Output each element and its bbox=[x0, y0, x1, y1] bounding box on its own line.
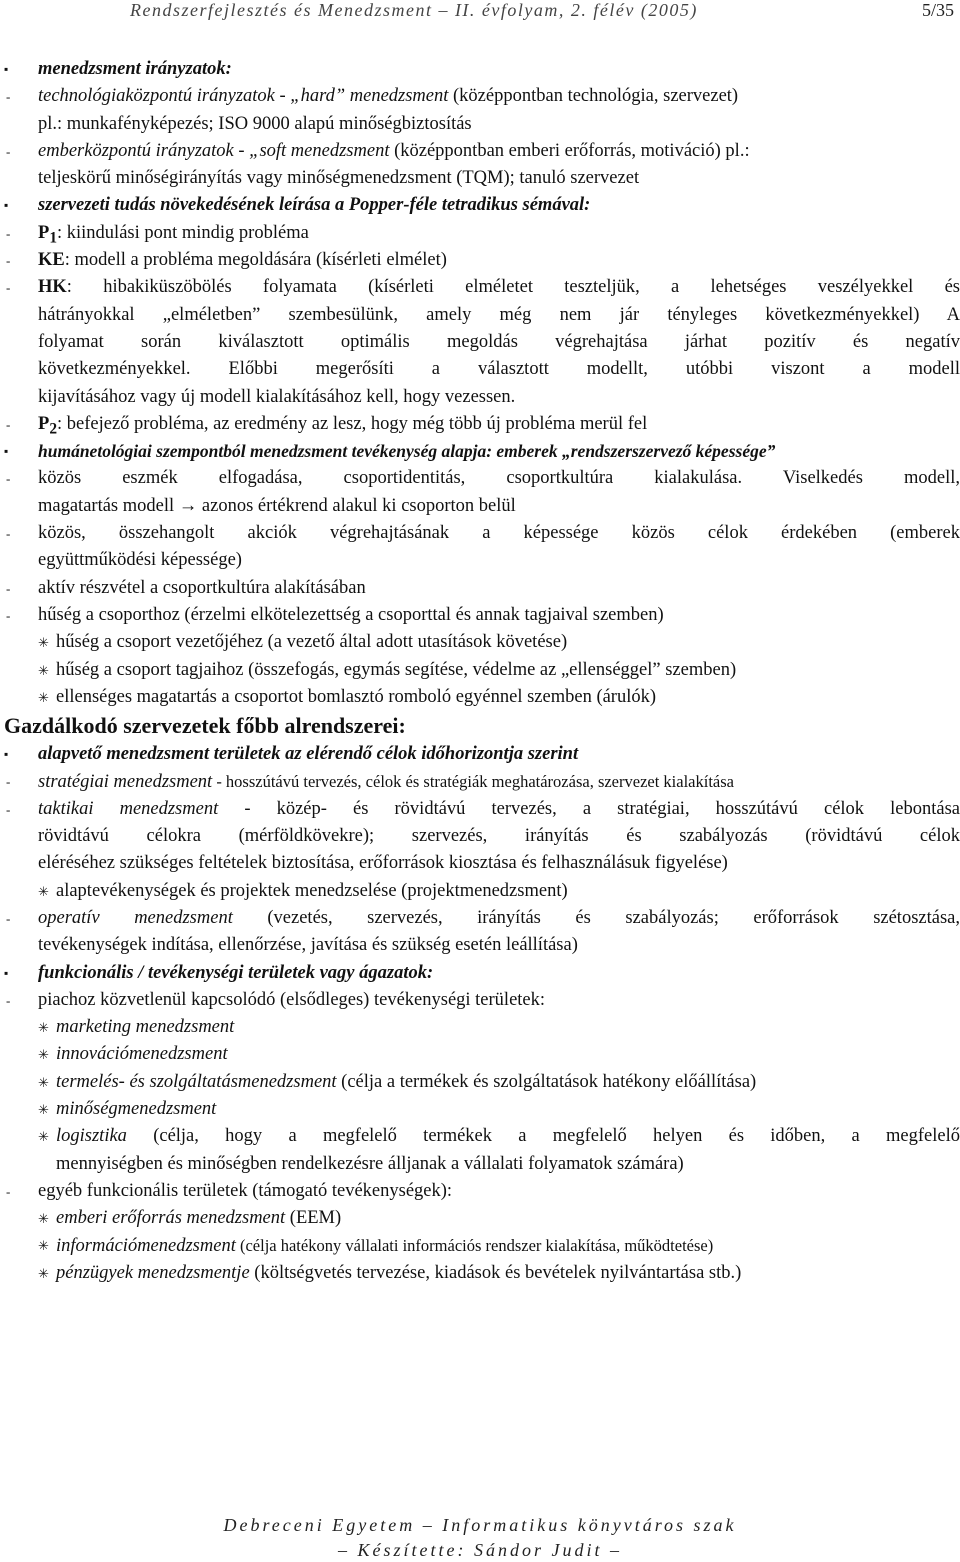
dash-bullet-icon: - bbox=[6, 225, 11, 241]
dash-bullet-icon: - bbox=[6, 580, 11, 596]
asterisk-bullet-icon: ✳ bbox=[38, 1211, 49, 1227]
dash-bullet-icon: - bbox=[6, 89, 11, 105]
asterisk-bullet-icon: ✳ bbox=[38, 1129, 49, 1145]
footer-line-2: – Készítette: Sándor Judit – bbox=[338, 1540, 622, 1560]
dash-item: - piachoz közvetlenül kapcsolódó (elsődleges) tevékenységi területek: bbox=[0, 987, 960, 1014]
star-item: ✳ termelés- és szolgáltatásmenedzsment (célja a termékek és szolgáltatások hatékony előállítása) bbox=[0, 1069, 960, 1096]
star-item: ✳ emberi erőforrás menedzsment (EEM) bbox=[0, 1205, 960, 1232]
dash-bullet-icon: - bbox=[6, 416, 11, 432]
dash-item: - taktikai menedzsment - közép- és rövidtávú tervezés, a stratégiai, hosszútávú célok lebontása bbox=[0, 796, 960, 823]
bullet-item: ▪ humánetológiai szempontból menedzsment tevékenység alapja: emberek „rendszerszervező képessége” bbox=[0, 438, 960, 465]
continuation-line: tevékenységek indítása, ellenőrzése, javítása és szükség esetén leállítása) bbox=[38, 935, 578, 956]
header-title: Rendszerfejlesztés és Menedzsment – II. évfolyam, 2. félév (2005) bbox=[130, 0, 698, 20]
square-bullet-icon: ▪ bbox=[4, 198, 9, 213]
star-item: ✳ marketing menedzsment bbox=[0, 1014, 960, 1041]
dash-item: - technológiaközpontú irányzatok - „hard” menedzsment (középpontban technológia, szervezet) bbox=[0, 83, 960, 110]
dash-item: - közös eszmék elfogadása, csoportidentitás, csoportkultúra kialakulása. Viselkedés modell, bbox=[0, 465, 960, 492]
continuation-line: magatartás modell → azonos értékrend alakul ki csoporton belül bbox=[38, 495, 516, 516]
dash-bullet-icon: - bbox=[6, 1183, 11, 1199]
dash-item: - $P_1$: kiindulási pont mindig probléma bbox=[0, 220, 960, 247]
dash-item: - hűség a csoporthoz (érzelmi elkötelezettség a csoporttal és annak tagjaival szemben) bbox=[0, 602, 960, 629]
dash-item: - emberközpontú irányzatok - „soft menedzsment (középpontban emberi erőforrás, motiváció) pl.: bbox=[0, 138, 960, 165]
star-item: ✳ hűség a csoport tagjaihoz (összefogás, egymás segítése, védelme az „ellenséggel” szemben) bbox=[0, 657, 960, 684]
star-item: ✳ innovációmenedzsment bbox=[0, 1041, 960, 1068]
asterisk-bullet-icon: ✳ bbox=[38, 883, 49, 899]
bullet-item: ▪ menedzsment irányzatok: bbox=[0, 56, 960, 83]
dash-bullet-icon: - bbox=[6, 992, 11, 1008]
continuation-line: teljeskörű minőségirányítás vagy minőségmenedzsment (TQM); tanuló szervezet bbox=[38, 168, 640, 189]
continuation-line: rövidtávú célokra (mérföldkövekre); szervezés, irányítás és szabályozás (rövidtávú célok bbox=[38, 826, 960, 847]
page-header bbox=[130, 0, 960, 26]
dash-item: - KE: modell a probléma megoldására (kísérleti elmélet) bbox=[0, 247, 960, 274]
star-item: ✳ logisztika (célja, hogy a megfelelő termékek a megfelelő helyen és időben, a megfelelő bbox=[0, 1123, 960, 1150]
dash-bullet-icon: - bbox=[6, 280, 11, 296]
dash-item: - $P_2$: befejező probléma, az eredmény az lesz, hogy még több új probléma merül fel bbox=[0, 411, 960, 438]
bullet-item: ▪ alapvető menedzsment területek az elérendő célok időhorizontja szerint bbox=[0, 741, 960, 768]
page-number: 5/35 bbox=[921, 0, 954, 20]
continuation-line: pl.: munkafényképezés; ISO 9000 alapú minőségbiztosítás bbox=[38, 113, 472, 134]
star-item: ✳ alaptevékenységek és projektek menedzselése (projektmenedzsment) bbox=[0, 878, 960, 905]
dash-bullet-icon: - bbox=[6, 526, 11, 542]
continuation-line: folyamat során kiválasztott optimális megoldás végrehajtása járhat pozitív és negatív bbox=[38, 331, 960, 352]
dash-bullet-icon: - bbox=[6, 910, 11, 926]
dash-item: - közös, összehangolt akciók végrehajtásának a képessége közös célok érdekében (emberek bbox=[0, 520, 960, 547]
dash-bullet-icon: - bbox=[6, 801, 11, 817]
dash-bullet-icon: - bbox=[6, 471, 11, 487]
dash-bullet-icon: - bbox=[6, 143, 11, 159]
asterisk-bullet-icon: ✳ bbox=[38, 689, 49, 705]
dash-item: - HK: hibakiküszöbölés folyamata (kísérleti elméletet teszteljük, a lehetséges veszélyekkel és bbox=[0, 274, 960, 301]
continuation-line: eléréséhez szükséges feltételek biztosítása, erőforrások kiosztása és felhasználásuk figyelése) bbox=[38, 853, 728, 874]
star-item: ✳ információmenedzsment (célja hatékony vállalati információs rendszer kialakítása, működtetése) bbox=[0, 1232, 960, 1259]
asterisk-bullet-icon: ✳ bbox=[38, 1047, 49, 1063]
bullet-item: ▪ szervezeti tudás növekedésének leírása a Popper-féle tetradikus sémával: bbox=[0, 192, 960, 219]
asterisk-bullet-icon: ✳ bbox=[38, 635, 49, 651]
dash-item: - operatív menedzsment (vezetés, szervezés, irányítás és szabályozás; erőforrások szétosztása, bbox=[0, 905, 960, 932]
continuation-line: következményekkel. Előbbi megerősíti a választott modellt, utóbbi viszont a modell bbox=[38, 359, 960, 380]
star-item: ✳ hűség a csoport vezetőjéhez (a vezető által adott utasítások követése) bbox=[0, 629, 960, 656]
star-item: ✳ minőségmenedzsment bbox=[0, 1096, 960, 1123]
continuation-line: kijavításához vagy új modell kialakításához kell, hogy vezessen. bbox=[38, 386, 516, 407]
dash-bullet-icon: - bbox=[6, 607, 11, 623]
square-bullet-icon: ▪ bbox=[4, 444, 9, 459]
dash-item: - stratégiai menedzsment - hosszútávú tervezés, célok és stratégiák meghatározása, szervezet kialakítása bbox=[0, 768, 960, 795]
asterisk-bullet-icon: ✳ bbox=[38, 1265, 49, 1281]
dash-item: - egyéb funkcionális területek (támogató tevékenységek): bbox=[0, 1178, 960, 1205]
asterisk-bullet-icon: ✳ bbox=[38, 1074, 49, 1090]
dash-bullet-icon: - bbox=[6, 253, 11, 269]
star-item: ✳ pénzügyek menedzsmentje (költségvetés tervezése, kiadások és bevételek nyilvántartása stb.) bbox=[0, 1260, 960, 1287]
continuation-line: együttműködési képessége) bbox=[38, 550, 242, 571]
document-body bbox=[0, 56, 960, 1287]
footer-line-1: Debreceni Egyetem – Informatikus könyvtáros szak bbox=[223, 1515, 737, 1535]
continuation-line: hátrányokkal „elméletben” szembesülünk, amely még nem jár tényleges következményekkel) A bbox=[38, 304, 960, 325]
square-bullet-icon: ▪ bbox=[4, 62, 9, 76]
section-heading: Gazdálkodó szervezetek főbb alrendszerei: bbox=[4, 713, 406, 739]
asterisk-bullet-icon: ✳ bbox=[38, 1238, 49, 1254]
asterisk-bullet-icon: ✳ bbox=[38, 1101, 49, 1117]
asterisk-bullet-icon: ✳ bbox=[38, 662, 49, 678]
continuation-line: mennyiségben és minőségben rendelkezésre álljanak a vállalati folyamatok számára) bbox=[56, 1153, 684, 1174]
arrow-right-icon: → bbox=[178, 495, 198, 516]
dash-item: - aktív részvétel a csoportkultúra alakításában bbox=[0, 575, 960, 602]
bullet-item: ▪ funkcionális / tevékenységi területek vagy ágazatok: bbox=[0, 960, 960, 987]
dash-bullet-icon: - bbox=[6, 774, 11, 790]
square-bullet-icon: ▪ bbox=[4, 747, 9, 762]
star-item: ✳ ellenséges magatartás a csoportot bomlasztó romboló egyénnel szemben (árulók) bbox=[0, 684, 960, 711]
asterisk-bullet-icon: ✳ bbox=[38, 1020, 49, 1036]
square-bullet-icon: ▪ bbox=[4, 965, 9, 980]
